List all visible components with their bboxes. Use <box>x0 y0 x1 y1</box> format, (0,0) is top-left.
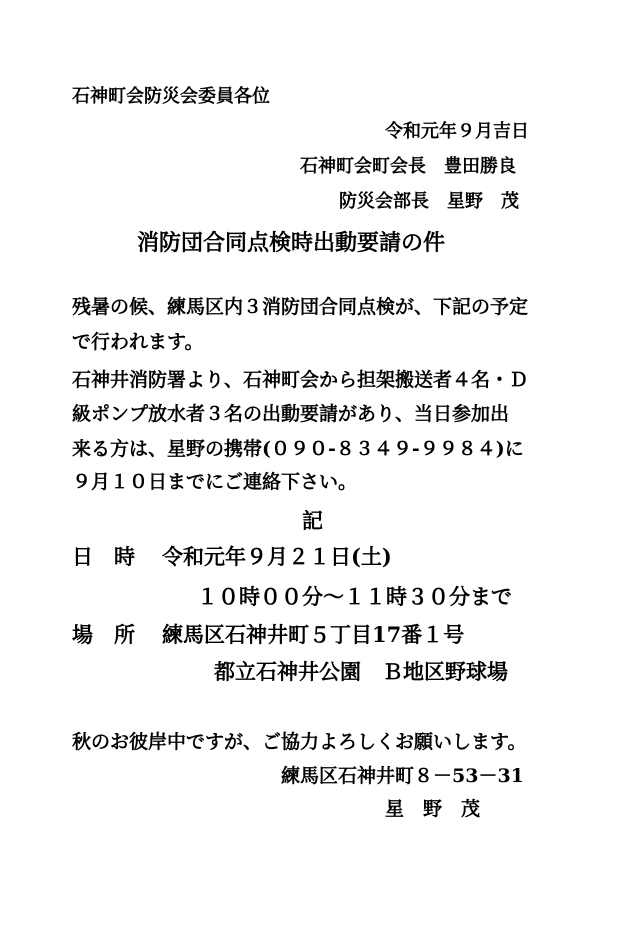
datetime-label: 日 時 <box>72 544 135 569</box>
signature-name: 星 野 茂 <box>385 798 481 820</box>
body-line-4: 級ポンプ放水者３名の出動要請があり、当日参加出 <box>72 403 510 425</box>
body-line-3: 石神井消防署より、石神町会から担架搬送者４名・Ｄ <box>72 369 529 391</box>
body-line-1: 残暑の候、練馬区内３消防団合同点検が、下記の予定 <box>72 296 529 318</box>
sender-chair: 石神町会町会長 豊田勝良 <box>300 156 516 177</box>
place-venue: 都立石神井公園 Ｂ地区野球場 <box>214 659 508 684</box>
datetime-time: １０時００分～１１時３０分まで <box>197 584 512 609</box>
place-address: 練馬区石神井町５丁目17番１号 <box>162 622 465 647</box>
place-label: 場 所 <box>72 622 135 647</box>
sender-dept: 防災会部長 星野 茂 <box>339 191 519 212</box>
body-line-5: 来る方は、星野の携帯(０９０-８３４９-９９８４)に <box>72 438 524 460</box>
body-line-2: で行われます。 <box>72 331 204 353</box>
signature-address: 練馬区石神井町８－53－31 <box>281 765 524 787</box>
ki-heading: 記 <box>302 508 323 533</box>
document-title: 消防団合同点検時出動要請の件 <box>137 230 446 256</box>
date-line: 令和元年９月吉日 <box>385 121 529 142</box>
closing-line: 秋のお彼岸中ですが、ご協力よろしくお願いします。 <box>72 731 527 753</box>
addressee: 石神町会防災会委員各位 <box>72 86 270 107</box>
body-line-6: ９月１０日までにご連絡下さい。 <box>72 471 358 493</box>
datetime-date: 令和元年９月２１日(土) <box>162 544 392 569</box>
